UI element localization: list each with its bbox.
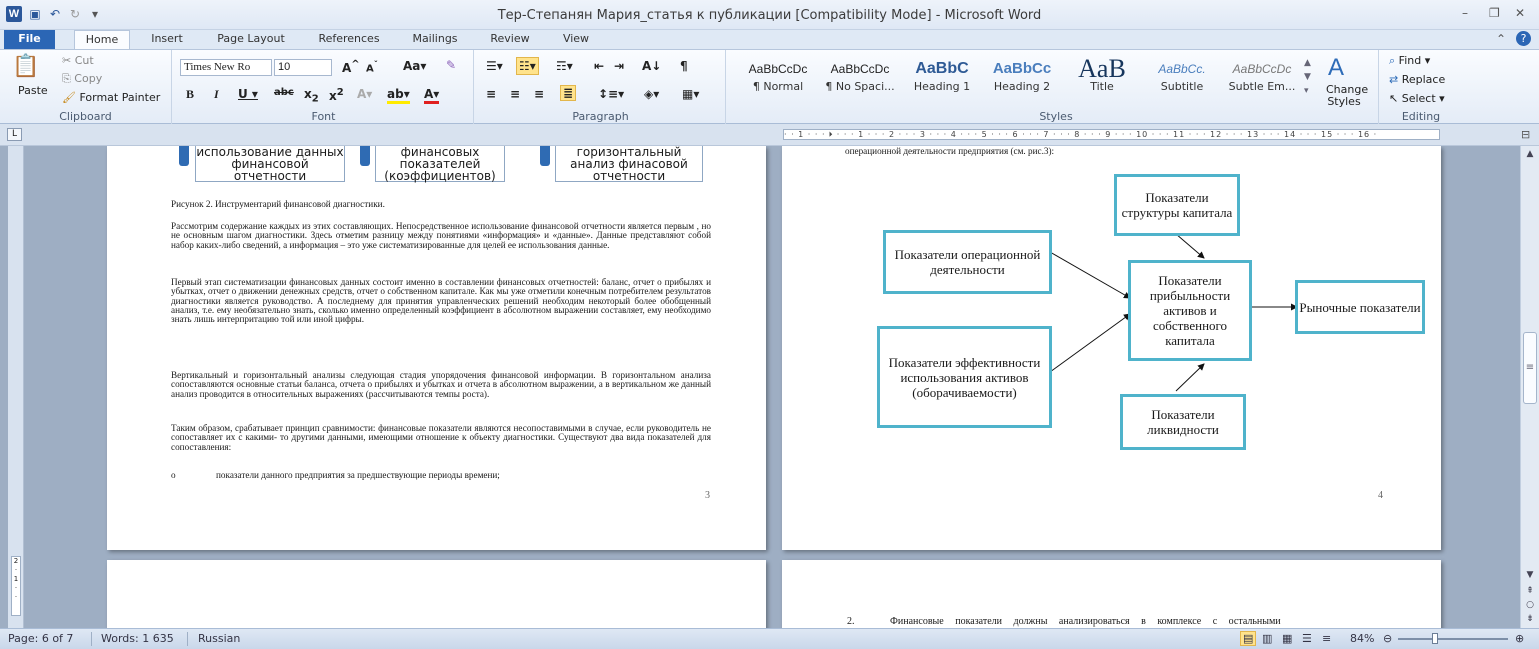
view-ruler-icon[interactable]: ⊟ (1521, 128, 1531, 141)
web-layout-icon[interactable]: ▦ (1282, 632, 1293, 645)
box-profitability[interactable] (1130, 262, 1250, 359)
box-efficiency[interactable] (879, 328, 1050, 426)
replace-button[interactable] (1389, 73, 1445, 86)
change-styles-button[interactable]: Change Styles (1326, 83, 1369, 108)
font-group (174, 50, 474, 124)
zoom-slider-knob[interactable] (1432, 633, 1438, 644)
change-case-button[interactable]: Aa▾ (403, 59, 427, 73)
vertical-ruler[interactable] (8, 146, 24, 628)
box-liquidity[interactable] (1122, 396, 1244, 448)
style-no-spacing-sample: AaBbCcDc (830, 62, 890, 76)
page-number-3: 3 (705, 490, 710, 501)
smartart-box-2[interactable] (375, 146, 505, 182)
zoom-out-icon[interactable]: ⊖ (1383, 632, 1393, 645)
superscript-button[interactable]: $x^2$ (329, 87, 344, 103)
numbering-button[interactable]: ☷▾ (516, 57, 539, 75)
paragraph-3: Вертикальный и горизонтальный анализы следующая стадия упорядочения финансовой информации. В горизонтальном анализа сопоставляются основные статьи баланса, отчета о прибылях и убытках и отчета в абсолютном выражении, а в вертикальном же данный анализ проводится в относительных выражениях (рассчитываются темпы роста). (171, 370, 711, 399)
clipboard-label: Clipboard (59, 110, 112, 123)
style-heading2[interactable] (982, 54, 1062, 100)
status-separator (187, 632, 188, 646)
shrink-font-button[interactable]: $A^ˇ$ (366, 59, 378, 75)
print-layout-view-icon[interactable]: ▤ (1240, 631, 1256, 646)
word-logo-icon[interactable]: W (6, 6, 22, 22)
styles-group (734, 50, 1379, 124)
style-subtle-emphasis[interactable] (1222, 54, 1302, 100)
help-icon[interactable]: ? (1516, 31, 1531, 46)
page-5[interactable] (107, 560, 766, 628)
paragraph-label: Paragraph (572, 110, 629, 123)
styles-scroll[interactable]: ▲ ▼ ▾ (1304, 58, 1311, 96)
smartart-box-3[interactable] (555, 146, 703, 182)
window-title: Тер-Степанян Мария_статья к публикации [Compatibility Mode] - Microsoft Word (497, 8, 1042, 23)
draft-view-icon[interactable]: ≡ (1322, 632, 1332, 645)
format-painter-icon: 🖌 (62, 91, 80, 104)
show-marks-button[interactable]: ¶ (680, 59, 688, 73)
style-subtitle[interactable] (1142, 54, 1222, 100)
paste-button[interactable]: Paste (18, 84, 48, 97)
bullet-marker: o (171, 470, 176, 480)
cut-icon: ✂ (62, 54, 75, 67)
box-capital-structure[interactable] (1116, 176, 1238, 234)
arrow-efficiency-to-profitability (1050, 314, 1130, 372)
scroll-up-icon[interactable]: ▲ (1526, 149, 1534, 159)
smartart-box-2-text: финансовых показателей (коэффициентов) (384, 146, 496, 183)
restore-icon[interactable]: ❐ (1489, 6, 1500, 20)
style-no-spacing[interactable] (820, 54, 900, 100)
close-icon[interactable]: ✕ (1515, 6, 1526, 20)
style-normal[interactable] (738, 54, 818, 100)
smartart-bar-2 (360, 146, 370, 166)
select-icon: ↖ (1389, 92, 1402, 105)
list-item-text: Финансовые показатели должны анализироваться в комплексе с остальными (890, 616, 1281, 627)
select-label: Select (1401, 92, 1436, 105)
borders-button[interactable]: ▦▾ (682, 87, 700, 101)
box-market[interactable] (1297, 282, 1423, 332)
page-number-4: 4 (1378, 490, 1383, 501)
box-operating-activity[interactable] (885, 232, 1050, 292)
decrease-indent-button[interactable]: ⇤ (594, 59, 605, 73)
italic-button[interactable]: I (214, 87, 219, 101)
replace-icon: ⇄ (1389, 73, 1402, 86)
sort-button[interactable]: A↓ (642, 59, 662, 73)
replace-label: Replace (1401, 73, 1446, 86)
find-icon: ⌕ (1389, 54, 1399, 67)
document-workspace (0, 146, 1539, 628)
save-icon[interactable]: ▣ (29, 7, 41, 21)
clear-formatting-button[interactable]: ✎ (446, 58, 457, 72)
format-painter-label: Format Painter (79, 91, 161, 104)
smartart-bar-3 (540, 146, 550, 166)
subscript-button[interactable]: $x_2$ (304, 87, 319, 105)
clipboard-group (0, 50, 172, 124)
font-name-combo[interactable]: Times New Ro (180, 59, 272, 76)
box-profitability-text: Показатели прибыльности активов и собственного капитала (1149, 273, 1231, 348)
zoom-in-icon[interactable]: ⊕ (1515, 632, 1525, 645)
style-heading2-name: Heading 2 (993, 80, 1051, 93)
figure-caption: Рисунок 2. Инструментарий финансовой диагностики. (171, 199, 385, 209)
copy-label: Copy (74, 72, 103, 85)
underline-button[interactable]: U ▾ (238, 87, 258, 101)
grow-font-button[interactable]: A^ (342, 59, 360, 75)
arrow-structure-to-profitability (1176, 234, 1204, 258)
select-browse-object-icon[interactable]: ○ (1526, 600, 1534, 610)
align-center-button[interactable]: ≡ (510, 87, 521, 101)
ribbon (0, 49, 1539, 124)
scrollbar-thumb[interactable]: ≡ (1523, 332, 1537, 404)
arrow-operating-to-profitability (1050, 252, 1130, 298)
align-left-button[interactable]: ≡ (486, 87, 497, 101)
previous-page-icon[interactable]: ⇞ (1526, 586, 1534, 596)
paragraph-2: Первый этап систематизации финансовых данных состоит именно в составлении финансовых отчетностей: баланс, отчет о прибылях и убытках, отчет о движении денежных средств, отчет о собственном капитале. Как мы уже отметили конечным потребителем результатов диагностики является руководство. А последнему для принятия управленческих решений необходим некоторый более обобщенный анализ, т.е. ему необязательно знать, сколько именно определенный коэффициент в абсолютном выражении составляет, ему необходимо знать лишь интерпритацию той или иной цифры. (171, 277, 711, 325)
page-6[interactable] (782, 560, 1441, 628)
align-right-button[interactable]: ≡ (534, 87, 545, 101)
page-3[interactable] (107, 146, 766, 550)
ribbon-tabs (0, 30, 1539, 49)
full-screen-reading-icon[interactable]: ▥ (1262, 632, 1273, 645)
title-bar (0, 0, 1539, 30)
tab-references[interactable]: References (318, 32, 380, 45)
paste-icon[interactable]: 📋 (12, 54, 40, 79)
font-color-button[interactable]: A▾ (424, 87, 439, 104)
box-liquidity-text: Показатели ликвидности (1147, 407, 1219, 437)
redo-icon[interactable]: ↻ (69, 7, 81, 21)
smartart-box-1-text: использование данных финансовой отчетности (196, 146, 344, 183)
ruler-bar (0, 124, 1539, 146)
styles-label: Styles (1039, 110, 1073, 123)
scroll-down-icon[interactable]: ▼ (1526, 570, 1534, 580)
page-4[interactable] (782, 146, 1441, 550)
cut-button[interactable] (62, 54, 94, 67)
justify-button[interactable]: ≣ (560, 85, 576, 101)
style-heading2-sample: AaBbCc (992, 60, 1052, 77)
format-painter-button[interactable] (62, 91, 160, 104)
page-indicator[interactable]: Page: 6 of 7 (8, 632, 74, 645)
font-size-combo[interactable]: 10 (274, 59, 332, 76)
style-heading1-name: Heading 1 (913, 80, 971, 93)
paragraph-1: Рассмотрим содержание каждых из этих составляющих. Непосредственное использование финансовой отчетности является первым , но не основным шагом диагностики. Здесь отметим разницу между понятиями «информация» и «данные». Данные представляют собой набор каких-либо сведений, а информация – это уже систематизированные для целей ее использования данные. (171, 221, 711, 250)
style-normal-name: ¶ Normal (752, 80, 804, 93)
style-heading1-sample: AaBbC (915, 60, 969, 77)
list-item-number: 2. (847, 616, 855, 627)
word-count[interactable]: Words: 1 635 (101, 632, 174, 645)
editing-label: Editing (1401, 110, 1441, 123)
style-subtle-emphasis-sample: AaBbCcDc (1232, 62, 1292, 76)
tab-review[interactable]: Review (490, 32, 530, 45)
style-subtitle-sample: AaBbCc. (1158, 62, 1206, 76)
style-normal-sample: AaBbCcDc (748, 62, 808, 76)
style-subtle-emphasis-name: Subtle Em... (1228, 80, 1296, 93)
smartart-bar-1 (179, 146, 189, 166)
minimize-icon[interactable]: – (1462, 6, 1468, 20)
shading-button[interactable]: ◈▾ (644, 87, 660, 101)
change-styles-icon[interactable]: A (1328, 54, 1345, 81)
multilevel-list-button[interactable]: ☶▾ (556, 59, 573, 73)
find-button[interactable]: ⌕ Find ▾ (1389, 54, 1431, 67)
style-title-sample: AaB (1078, 54, 1126, 80)
customize-toolbar-icon[interactable]: ▾ (91, 7, 99, 21)
editing-group (1381, 50, 1461, 124)
tab-file[interactable]: File (4, 30, 55, 49)
zoom-level[interactable]: 84% (1350, 632, 1375, 645)
paragraph-group (476, 50, 726, 124)
arrow-liquidity-to-profitability (1176, 364, 1204, 391)
box-capital-structure-text: Показатели структуры капитала (1121, 190, 1233, 220)
vertical-scrollbar[interactable] (1520, 146, 1539, 628)
copy-icon: ⎘ (62, 72, 75, 85)
undo-icon[interactable]: ↶ (49, 7, 61, 21)
style-no-spacing-name: ¶ No Spaci... (825, 80, 895, 93)
bullet-item: показатели данного предприятия за предшествующие периоды времени; (216, 470, 500, 480)
text-effects-button[interactable]: A▾ (357, 87, 373, 101)
select-button[interactable]: ↖ Select ▾ (1389, 92, 1445, 105)
tab-view[interactable]: View (562, 32, 590, 45)
tab-insert[interactable]: Insert (151, 32, 183, 45)
box-operating-activity-text: Показатели операционной деятельности (894, 247, 1041, 277)
horizontal-ruler[interactable]: · · 1 · · · 🞂 · · · 1 · · · 2 · · · 3 · · · 4 · · · 5 · · · 6 · · · 7 · · · 8 · · · 9 · · · 10 · · · 11 · · · 12 · · · 13 · · · 14 · · · 15 · · · 16 · (783, 129, 1440, 140)
zoom-slider[interactable] (1398, 638, 1508, 640)
tab-home[interactable]: Home (74, 30, 130, 49)
cut-label: Cut (74, 54, 94, 67)
find-label: Find (1398, 54, 1422, 67)
style-title[interactable] (1062, 54, 1142, 100)
box-market-text: Рыночные показатели (1299, 299, 1421, 315)
smartart-box-1[interactable] (195, 146, 345, 182)
ribbon-minimize-icon[interactable]: ⌃ (1496, 32, 1507, 46)
font-label: Font (311, 110, 336, 123)
style-heading1[interactable] (902, 54, 982, 100)
style-subtitle-name: Subtitle (1160, 80, 1204, 93)
tab-selector[interactable]: L (7, 128, 22, 141)
outline-view-icon[interactable]: ☰ (1302, 632, 1312, 645)
bullets-button[interactable]: ☰▾ (486, 59, 503, 73)
status-bar (0, 628, 1539, 649)
increase-indent-button[interactable]: ⇥ (614, 59, 625, 73)
next-page-icon[interactable]: ⇟ (1526, 614, 1534, 624)
box-efficiency-text: Показатели эффективности использования активов (оборачиваемости) (888, 354, 1041, 400)
tab-page-layout[interactable]: Page Layout (217, 32, 285, 45)
tab-mailings[interactable]: Mailings (412, 32, 458, 45)
smartart-box-3-text: горизонтальный анализ финасовой отчетности (570, 146, 688, 183)
page4-top-text: операционной деятельности предприятия (см. рис.3): (845, 146, 1055, 156)
paragraph-4: Таким образом, срабатывает принцип сравнимости: финансовые показатели являются несопоставимыми в случае, если руководитель не сопоставляет их с какими- то другими данными, имеющими отношение к объекту диагностики. Существуют два вида показателей для сопоставления: (171, 423, 711, 452)
strikethrough-button[interactable]: abc (274, 87, 294, 98)
line-spacing-button[interactable]: ↕≡▾ (598, 87, 625, 101)
vertical-ruler-marks: 2 · 1 · · (11, 556, 21, 616)
language-indicator[interactable]: Russian (198, 632, 241, 645)
status-separator (91, 632, 92, 646)
copy-button[interactable] (62, 72, 102, 86)
style-title-name: Title (1090, 80, 1114, 93)
highlight-button[interactable]: ab▾ (387, 87, 410, 104)
bold-button[interactable]: B (186, 87, 195, 101)
